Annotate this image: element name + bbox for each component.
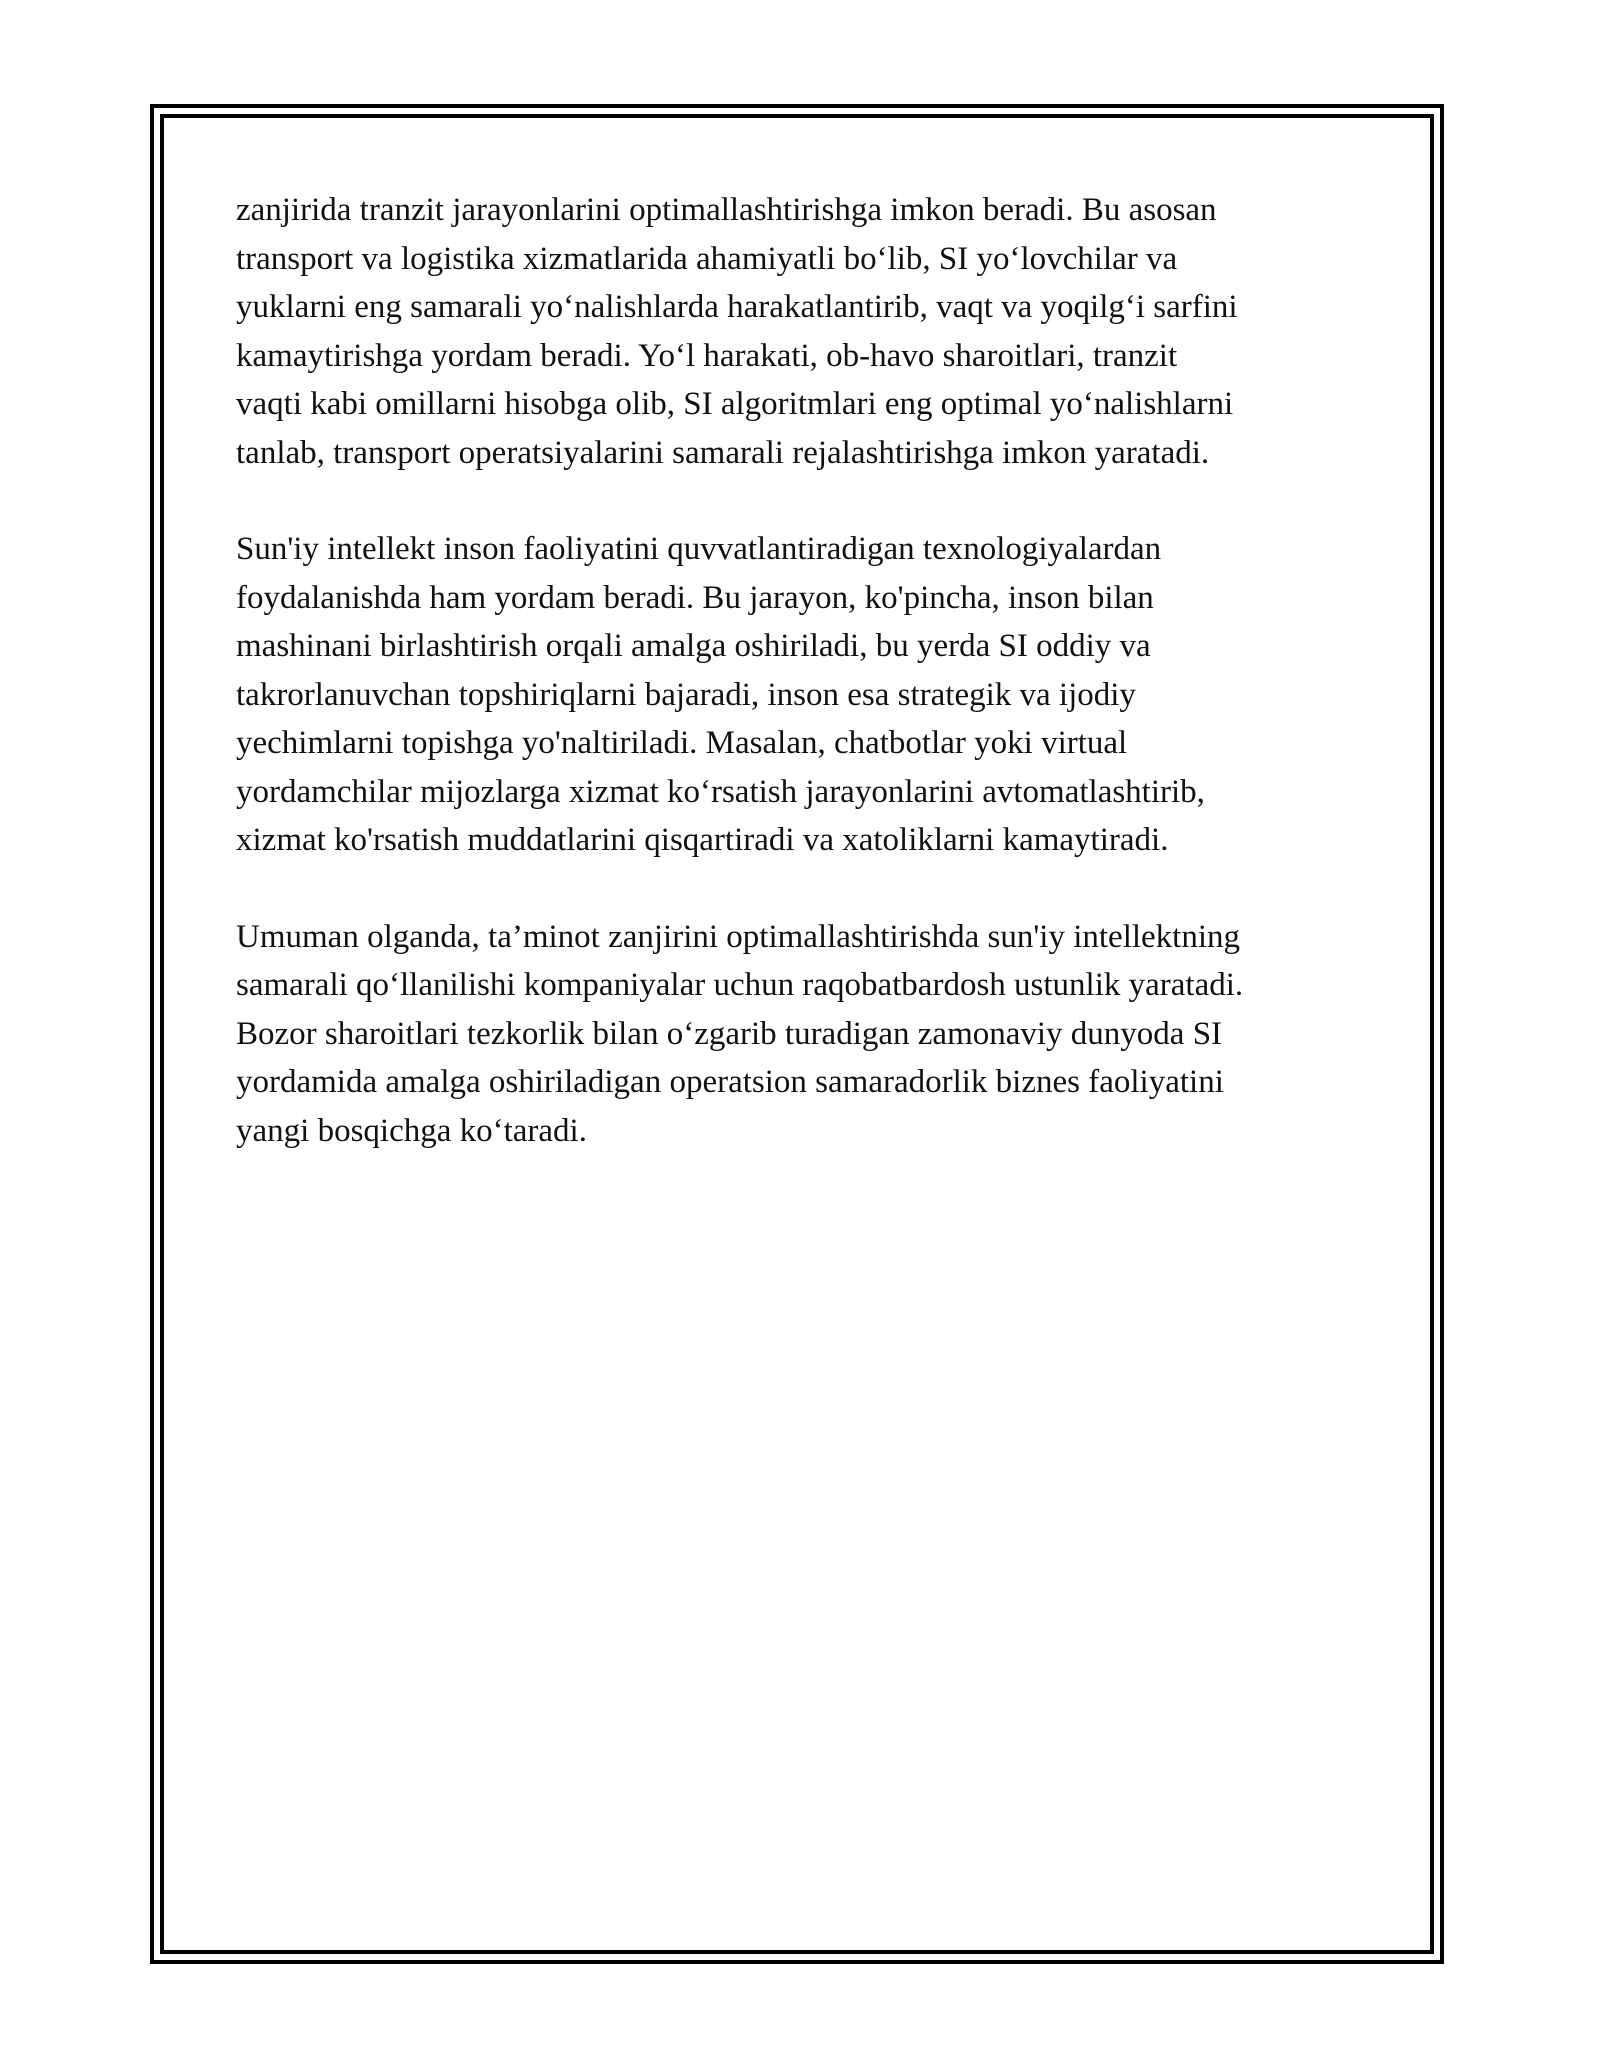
paragraph-1 bbox=[236, 186, 1366, 477]
text-line: mashinani birlashtirish orqali amalga oshiriladi, bu yerda SI oddiy va bbox=[236, 628, 1151, 664]
text-line: takrorlanuvchan topshiriqlarni bajaradi, inson esa strategik va ijodiy bbox=[236, 676, 1136, 713]
text-line: Umuman olganda, ta’minot zanjirini optimallashtirishda sun'iy intellektning bbox=[236, 918, 1241, 955]
text-line: yuklarni eng samarali yo‘nalishlarda harakatlantirib, vaqt va yoqilg‘i sarfini bbox=[236, 289, 1238, 325]
text-line: yangi bosqichga ko‘taradi. bbox=[236, 1112, 587, 1149]
text-line: vaqti kabi omillarni hisobga olib, SI algoritmlari eng optimal yo‘nalishlarni bbox=[236, 386, 1234, 422]
text-line: kamaytirishga yordam beradi. Yo‘l harakati, ob-havo sharoitlari, tranzit bbox=[236, 337, 1178, 374]
text-line: yechimlarni topishga yo'naltiriladi. Masalan, chatbotlar yoki virtual bbox=[236, 725, 1128, 761]
document-body bbox=[236, 186, 1366, 1203]
text-line: foydalanishda ham yordam beradi. Bu jarayon, ko'pincha, inson bilan bbox=[236, 579, 1154, 616]
text-line: samarali qo‘llanilishi kompaniyalar uchun raqobatbardosh ustunlik yaratadi. bbox=[236, 967, 1244, 1003]
text-line: Bozor sharoitlari tezkorlik bilan o‘zgarib turadigan zamonaviy dunyoda SI bbox=[236, 1015, 1223, 1052]
paragraph-3 bbox=[236, 913, 1366, 1156]
text-line: tanlab, transport operatsiyalarini samarali rejalashtirishga imkon yaratadi. bbox=[236, 434, 1210, 471]
text-line: Sun'iy intellekt inson faoliyatini quvvatlantiradigan texnologiyalardan bbox=[236, 531, 1162, 567]
text-line: yordamida amalga oshiriladigan operatsion samaradorlik biznes faoliyatini bbox=[236, 1064, 1224, 1100]
text-line: transport va logistika xizmatlarida ahamiyatli bo‘lib, SI yo‘lovchilar va bbox=[236, 240, 1178, 277]
text-line: zanjirida tranzit jarayonlarini optimallashtirishga imkon beradi. Bu asosan bbox=[236, 192, 1217, 228]
text-line: yordamchilar mijozlarga xizmat ko‘rsatish jarayonlarini avtomatlashtirib, bbox=[236, 773, 1205, 810]
paragraph-2 bbox=[236, 525, 1366, 865]
text-line: xizmat ko'rsatish muddatlarini qisqartiradi va xatoliklarni kamaytiradi. bbox=[236, 822, 1169, 858]
